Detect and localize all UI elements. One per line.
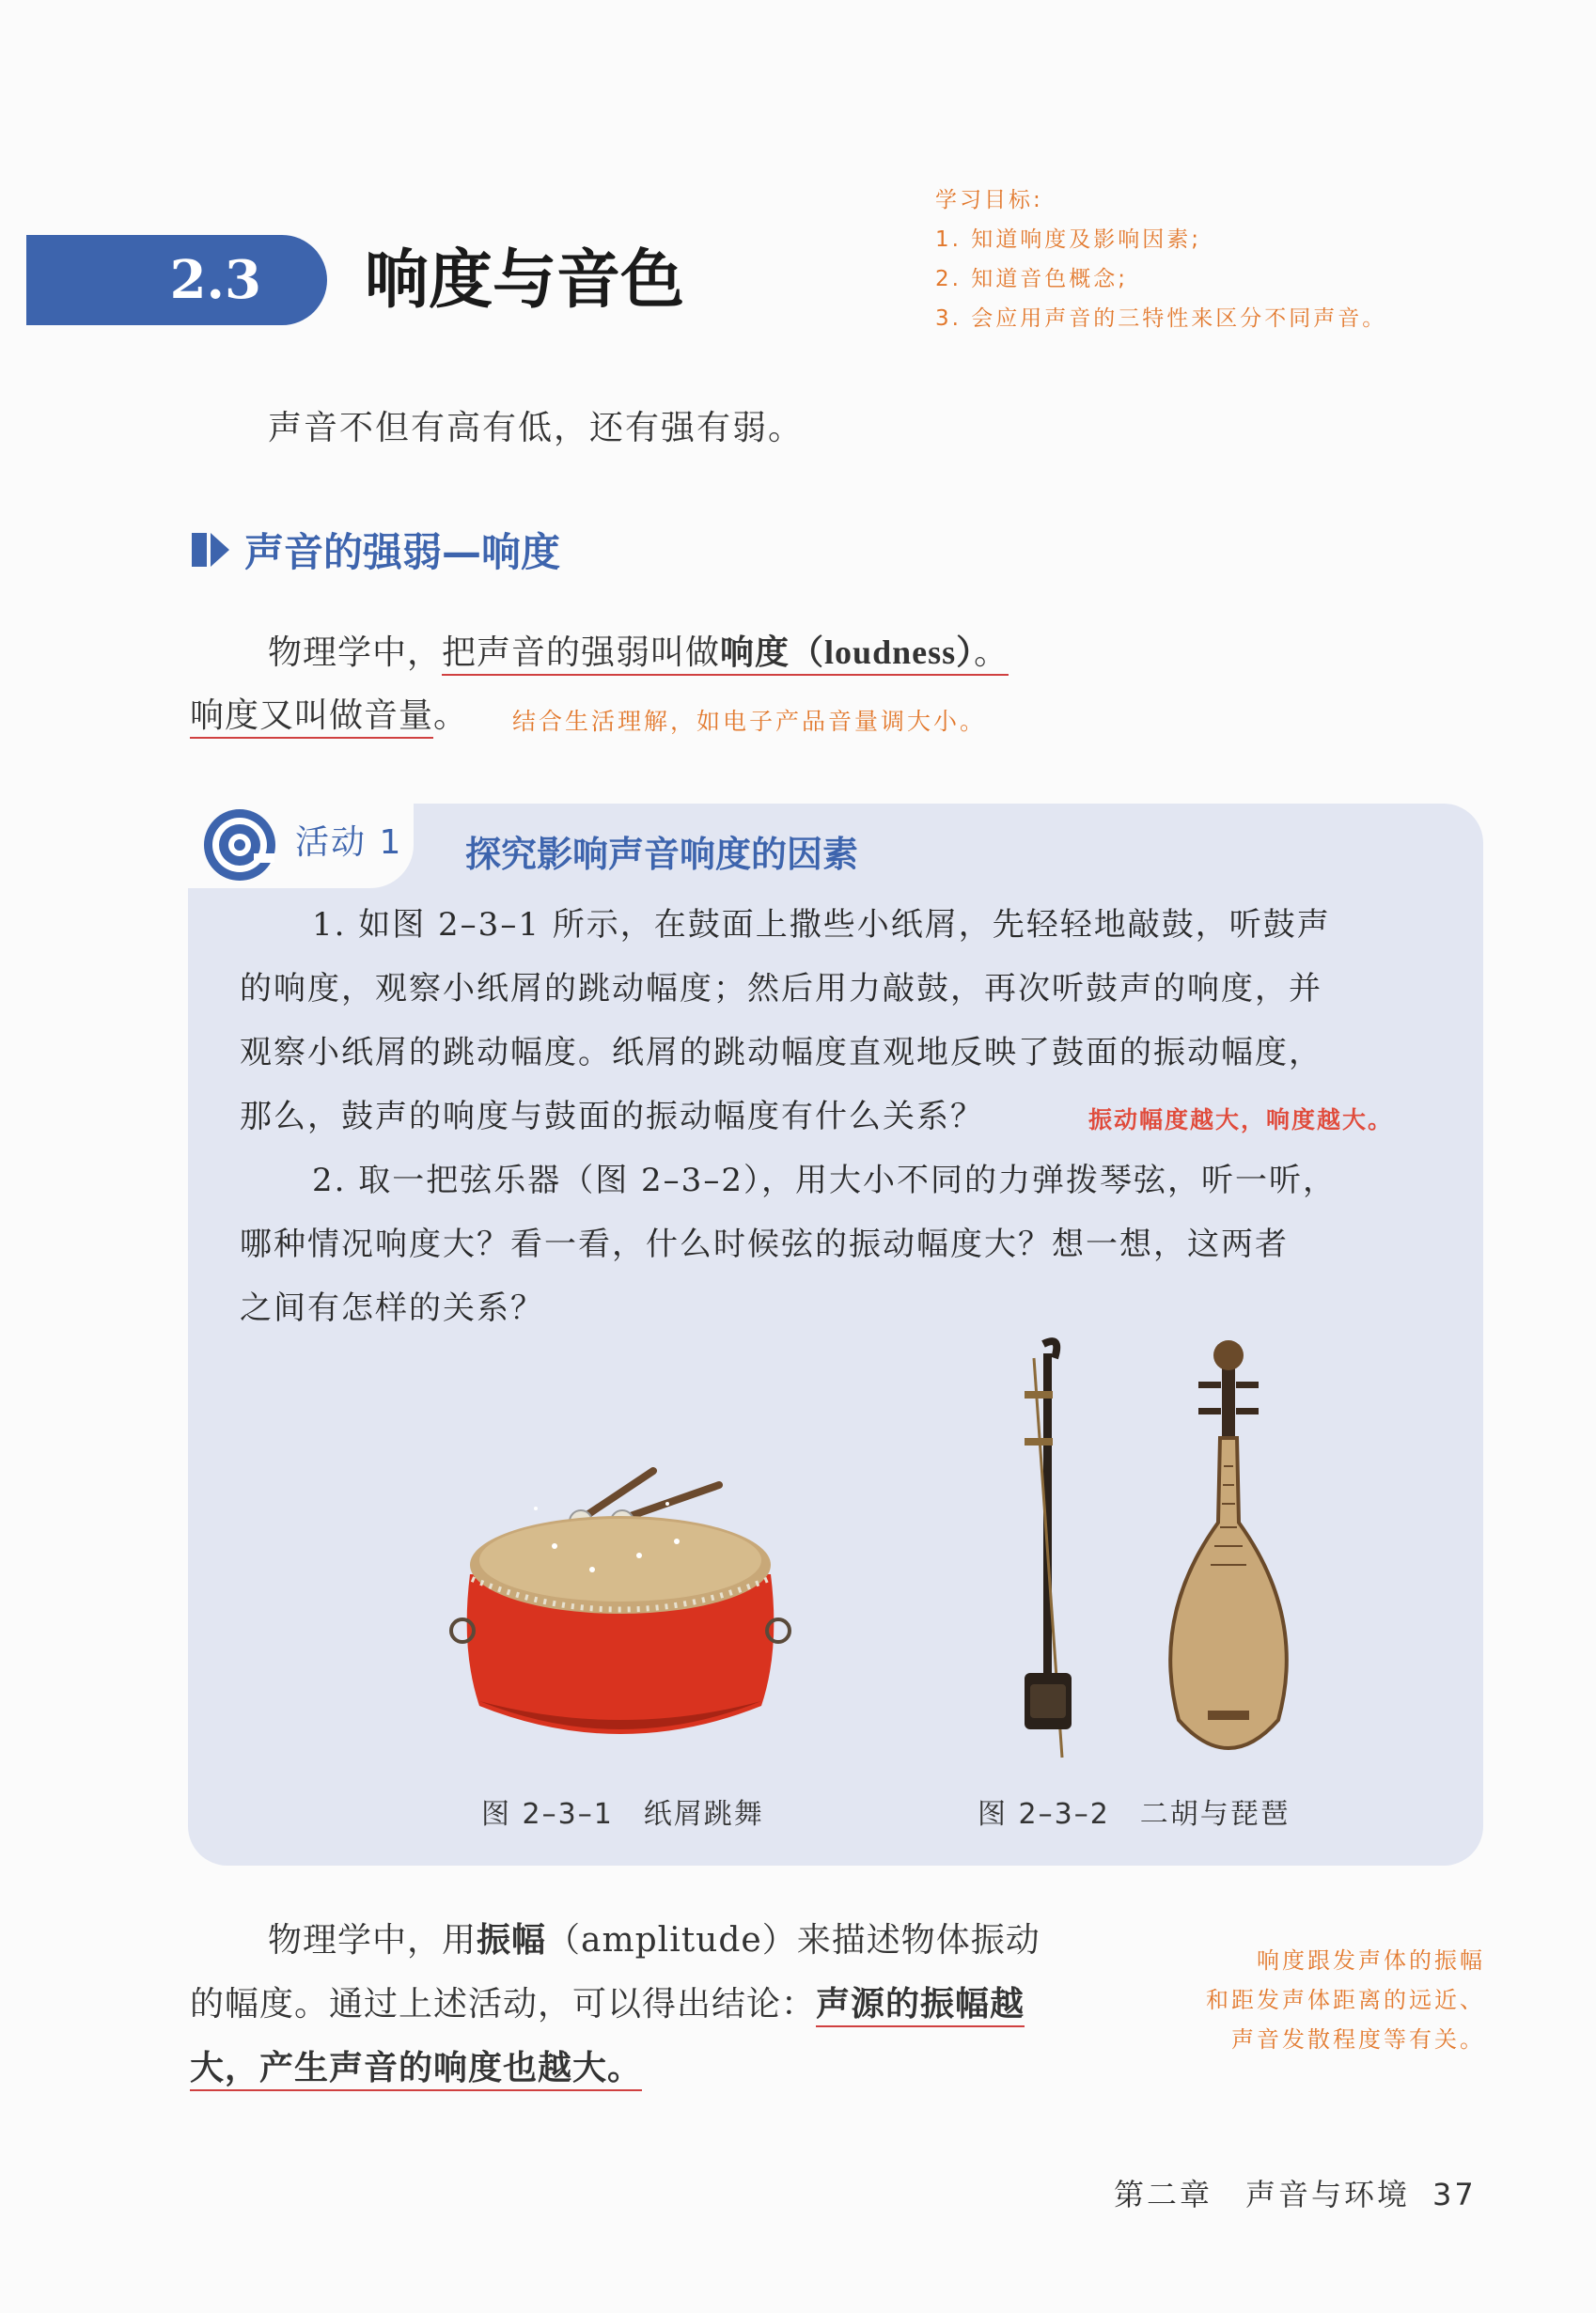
objectives-title: 学习目标: <box>935 188 1043 212</box>
conclusion-end: 。 <box>607 2048 643 2087</box>
term-loudness-english: （loudness） <box>790 633 975 671</box>
annotation-line: 和距发声体距离的远近、 <box>1206 1987 1485 2013</box>
section-title: 响度与音色 <box>365 242 685 318</box>
objective-item: 2. 知道音色概念; <box>935 267 1129 291</box>
page-footer <box>1114 2171 1477 2214</box>
conclusion-line-1 <box>268 1908 1041 1973</box>
activity-item2-line: 之间有怎样的关系？ <box>240 1289 544 1327</box>
conclusion-underlined <box>190 2048 642 2091</box>
subheading-text: 声音的强弱—响度 <box>244 529 561 575</box>
conclusion-text: 的幅度。通过上述活动，可以得出结论： <box>190 1985 817 2024</box>
activity-item1-line: 的响度，观察小纸屑的跳动幅度；然后用力敲鼓，再次听鼓声的响度，并 <box>240 970 1322 1008</box>
term-amplitude: 振幅 <box>477 1920 547 1960</box>
footer-chapter: 第二章 声音与环境 <box>1114 2177 1411 2212</box>
activity-item1-line: 观察小纸屑的跳动幅度。纸屑的跳动幅度直观地反映了鼓面的振动幅度， <box>240 1034 1322 1071</box>
objective-item: 1. 知道响度及影响因素; <box>935 227 1202 252</box>
definition-end: 。 <box>974 633 1009 672</box>
conclusion-text: （amplitude）来描述物体振动 <box>546 1921 1041 1960</box>
definition-line-2 <box>190 684 468 748</box>
definition-underlined <box>442 633 1009 676</box>
intro-paragraph: 声音不但有高有低，还有强有弱。 <box>268 409 805 447</box>
conclusion-underlined-text: 大，产生声音的响度也越大 <box>190 2048 608 2087</box>
definition-annotation: 结合生活理解，如电子产品音量调大小。 <box>512 708 987 735</box>
section-number-tab: 2.3 <box>26 235 327 325</box>
page-number: 37 <box>1432 2177 1477 2212</box>
definition-prefix: 物理学中， <box>268 633 443 672</box>
definition-line-1 <box>268 620 1009 685</box>
objective-item: 3. 会应用声音的三特性来区分不同声音。 <box>935 306 1387 331</box>
activity-answer-note: 振动幅度越大，响度越大。 <box>1088 1106 1394 1133</box>
activity-item2-line: 哪种情况响度大？看一看，什么时候弦的振动幅度大？想一想，这两者 <box>240 1226 1289 1263</box>
volume-underlined: 响度又叫做音量 <box>190 696 433 739</box>
term-loudness: 响度 <box>720 633 790 672</box>
learning-objectives-note <box>935 180 1386 338</box>
figure2-caption: 图 2–3–2 二胡与琵琶 <box>978 1798 1291 1831</box>
conclusion-underlined: 声源的振幅越 <box>816 1984 1025 2027</box>
activity-label: 活动 1 <box>295 823 403 862</box>
erhu-pipa-figure <box>996 1335 1316 1776</box>
conclusion-text: 物理学中，用 <box>268 1921 477 1960</box>
activity-item1-line: 那么，鼓声的响度与鼓面的振动幅度有什么关系？ <box>240 1098 984 1135</box>
subheading-loudness <box>192 517 560 583</box>
figure1-caption: 图 2–3–1 纸屑跳舞 <box>481 1798 764 1831</box>
subheading-arrow-icon <box>211 533 229 567</box>
activity-item2-line: 2. 取一把弦乐器（图 2–3–2），用大小不同的力弹拨琴弦，听一听， <box>312 1162 1337 1199</box>
conclusion-line-3 <box>190 2036 642 2100</box>
conclusion-line-2 <box>190 1972 1025 2037</box>
activity-item1-line: 1. 如图 2–3–1 所示，在鼓面上撒些小纸屑，先轻轻地敲鼓，听鼓声 <box>312 906 1331 944</box>
subheading-bar-icon <box>192 533 207 567</box>
annotation-line: 响度跟发声体的振幅 <box>1257 1947 1485 1974</box>
activity-title: 探究影响声音响度的因素 <box>465 834 859 875</box>
conclusion-annotation <box>1147 1941 1485 2059</box>
definition-line2-end: 。 <box>433 696 469 735</box>
annotation-line: 声音发散程度等有关。 <box>1231 2026 1485 2053</box>
definition-underlined-text: 把声音的强弱叫做 <box>442 633 721 672</box>
activity-target-icon <box>201 806 278 883</box>
drum-figure <box>442 1452 799 1772</box>
